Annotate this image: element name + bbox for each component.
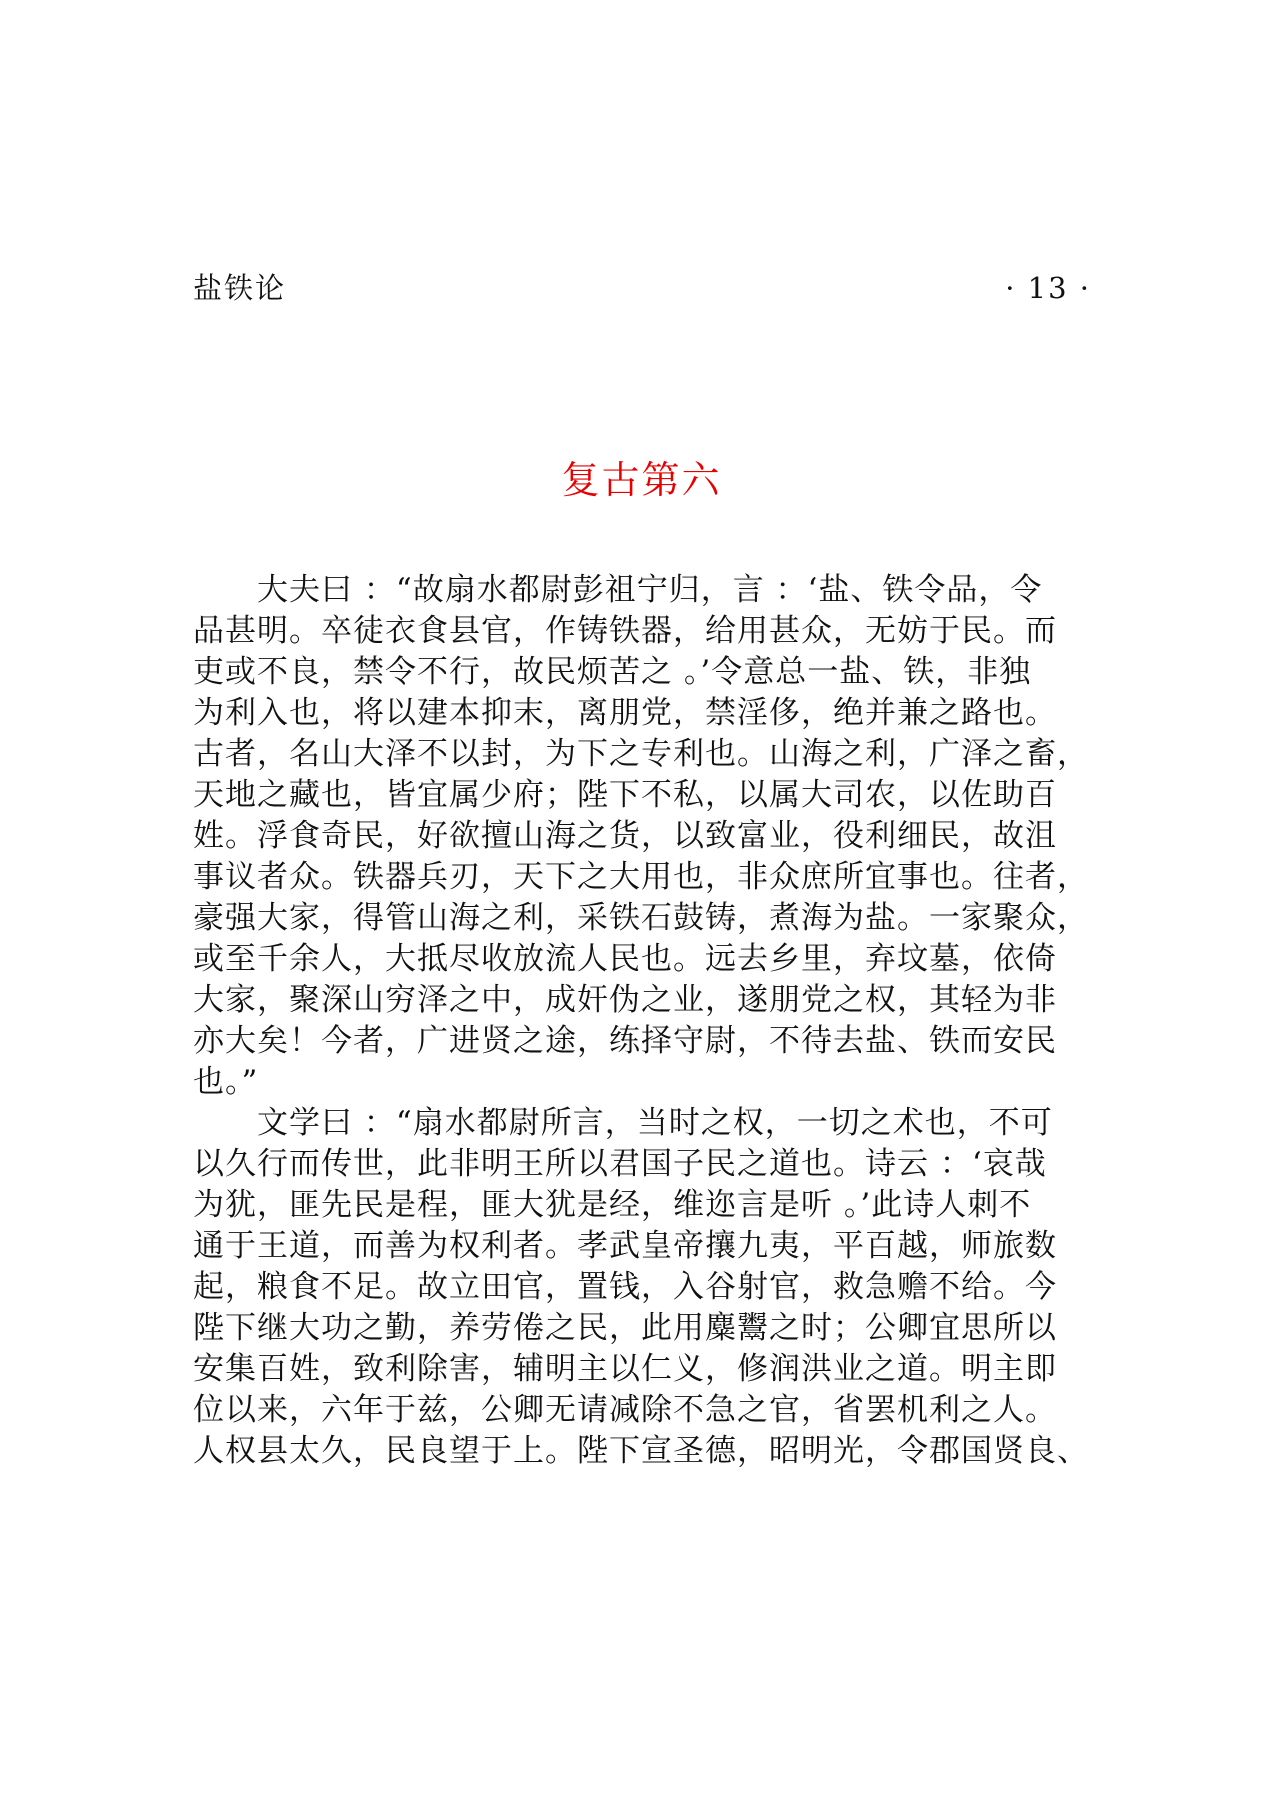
text-line: 为犹，匪先民是程，匪大犹是经，维迩言是听 。’此诗人刺不 [193,1187,1032,1223]
text-line: 大家，聚深山穷泽之中，成奸伪之业，遂朋党之权，其轻为非 [193,982,1057,1018]
text-line: 古者，名山大泽不以封，为下之专利也。山海之利，广泽之畜， [193,736,1089,772]
page-number: · 13 · [1005,271,1091,305]
text-line: 吏或不良，禁令不行，故民烦苦之 。’令意总一盐、铁，非独 [193,654,1032,690]
paragraph-dafu [193,570,1089,1103]
body-text [193,570,1089,1472]
text-line: 豪强大家，得管山海之利，采铁石鼓铸，煮海为盐。一家聚众， [193,900,1089,936]
text-line: 天地之藏也，皆宜属少府；陛下不私，以属大司农，以佐助百 [193,777,1057,813]
text-line: 陛下继大功之勤，养劳倦之民，此用麋鬻之时；公卿宜思所以 [193,1310,1057,1346]
text-line: 位以来，六年于兹，公卿无请减除不急之官，省罢机利之人。 [193,1392,1057,1428]
text-line: 或至千余人，大抵尽收放流人民也。远去乡里，弃坟墓，依倚 [193,941,1057,977]
text-line: 事议者众。铁器兵刃，天下之大用也，非众庶所宜事也。往者， [193,859,1089,895]
text-line: 起，粮食不足。故立田官，置钱，入谷射官，救急赡不给。今 [193,1269,1057,1305]
text-line: 通于王道，而善为权利者。孝武皇帝攘九夷，平百越，师旅数 [193,1228,1057,1264]
text-line: 人权县太久，民良望于上。陛下宣圣德，昭明光，令郡国贤良、 [193,1433,1089,1469]
text-line: 为利入也，将以建本抑末，离朋党，禁淫侈，绝并兼之路也。 [193,695,1057,731]
text-line: 姓。浮食奇民，好欲擅山海之货，以致富业，役利细民，故沮 [193,818,1057,854]
paragraph-wenxue [193,1103,1089,1472]
text-line: 品甚明。卒徒衣食县官，作铸铁器，给用甚众，无妨于民。而 [193,613,1057,649]
text-line: 大夫曰 ：“故扇水都尉彭祖宁归，言 ：‘盐、铁令品，令 [257,572,1043,608]
text-line: 亦大矣！今者，广进贤之途，练择守尉，不待去盐、铁而安民 [193,1023,1057,1059]
text-line: 也。” [193,1064,259,1100]
text-line: 以久行而传世，此非明王所以君国子民之道也。诗云 ：‘哀哉 [193,1146,1047,1182]
text-line: 安集百姓，致利除害，辅明主以仁义，修润洪业之道。明主即 [193,1351,1057,1387]
text-line: 文学曰 ：“扇水都尉所言，当时之权，一切之术也，不可 [257,1105,1053,1141]
chapter-title: 复古第六 [561,458,722,502]
running-header-title: 盐铁论 [193,271,287,305]
